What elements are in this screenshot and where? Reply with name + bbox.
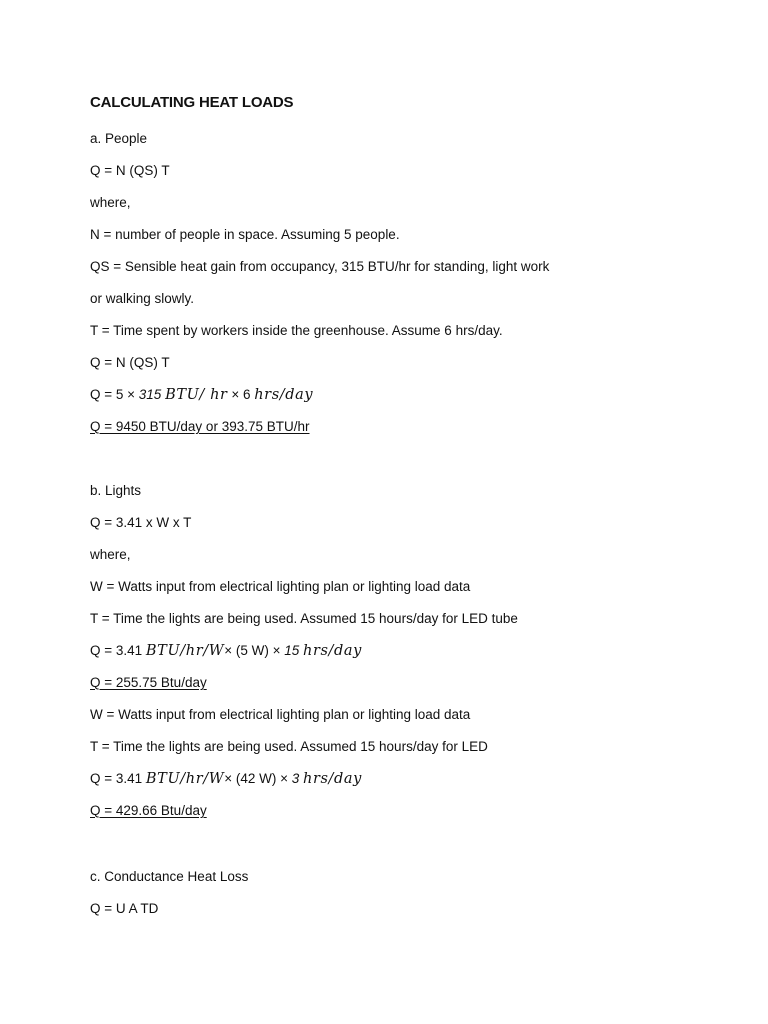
calc-unit: BTU/hr/W <box>145 771 225 787</box>
lights-where: where, <box>90 547 131 562</box>
lights-calculation-2 <box>90 769 362 789</box>
calc-number: 3 <box>291 771 304 786</box>
people-result: Q = 9450 BTU/day or 393.75 BTU/hr <box>90 419 310 434</box>
lights-result-1: Q = 255.75 Btu/day <box>90 675 207 690</box>
calc-unit: hrs/day <box>254 387 314 403</box>
calc-prefix: Q = 5 × <box>90 387 139 402</box>
lights-w-definition-2: W = Watts input from electrical lighting plan or lighting load data <box>90 707 471 722</box>
lights-w-definition: W = Watts input from electrical lighting plan or lighting load data <box>90 579 471 594</box>
document-page <box>90 0 730 1024</box>
calc-operator: × 6 <box>227 387 255 402</box>
conductance-formula: Q = U A TD <box>90 901 159 916</box>
people-where: where, <box>90 195 131 210</box>
calc-unit: hrs/day <box>303 771 362 787</box>
lights-result-2: Q = 429.66 Btu/day <box>90 803 207 818</box>
lights-t-definition-2: T = Time the lights are being used. Assumed 15 hours/day for LED <box>90 739 488 754</box>
section-heading-conductance: c. Conductance Heat Loss <box>90 869 249 884</box>
people-qs-definition-2: or walking slowly. <box>90 291 195 306</box>
calc-unit: BTU/ hr <box>165 387 228 403</box>
calc-unit: hrs/day <box>303 643 362 659</box>
calc-operator: × (5 W) × <box>224 643 285 658</box>
people-formula-repeat: Q = N (QS) T <box>90 355 170 370</box>
calc-operator: × (42 W) × <box>224 771 292 786</box>
lights-t-definition: T = Time the lights are being used. Assumed 15 hours/day for LED tube <box>90 611 518 626</box>
lights-formula: Q = 3.41 x W x T <box>90 515 192 530</box>
people-formula: Q = N (QS) T <box>90 163 170 178</box>
people-t-definition: T = Time spent by workers inside the greenhouse. Assume 6 hrs/day. <box>90 323 503 338</box>
lights-calculation-1 <box>90 641 362 661</box>
calc-number: 15 <box>284 643 304 658</box>
people-qs-definition-1: QS = Sensible heat gain from occupancy, 315 BTU/hr for standing, light work <box>90 259 550 274</box>
section-heading-lights: b. Lights <box>90 483 142 498</box>
section-heading-people: a. People <box>90 131 148 146</box>
calc-number: 315 <box>138 387 166 402</box>
document-title: CALCULATING HEAT LOADS <box>90 94 294 111</box>
people-n-definition: N = number of people in space. Assuming 5 people. <box>90 227 400 242</box>
people-calculation <box>90 385 313 405</box>
calc-prefix: Q = 3.41 <box>90 643 146 658</box>
calc-prefix: Q = 3.41 <box>90 771 146 786</box>
calc-unit: BTU/hr/W <box>145 643 225 659</box>
